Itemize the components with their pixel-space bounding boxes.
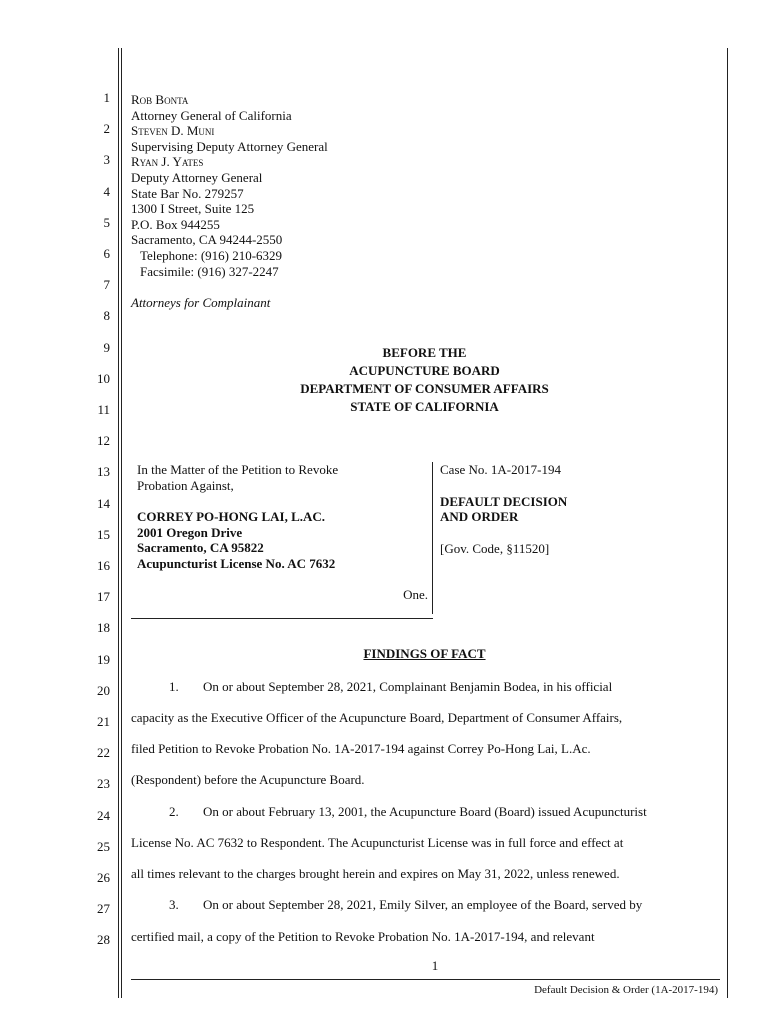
footer-rule — [131, 979, 720, 980]
attorney-header — [131, 92, 328, 311]
line-number: 15 — [97, 526, 110, 542]
street-address: 1300 I Street, Suite 125 — [131, 201, 255, 217]
caption-matter — [137, 462, 427, 572]
line-number: 17 — [97, 589, 110, 605]
caption-underline — [131, 618, 433, 619]
telephone: Telephone: (916) 210-6329 — [140, 247, 283, 263]
line-number: 19 — [97, 651, 110, 667]
tribunal-heading — [122, 344, 727, 416]
line-number: 16 — [97, 558, 110, 573]
line-number: 7 — [103, 277, 110, 293]
line-number: 1 — [103, 90, 110, 105]
paragraph-2-line-2: License No. AC 7632 to Respondent. The Acupuncturist License was in full force and effect at — [131, 835, 624, 850]
attorneys-for: Attorneys for Complainant — [131, 295, 271, 311]
po-box: P.O. Box 944255 — [131, 216, 220, 232]
ag-name: Rob Bonta — [131, 92, 189, 107]
line-number: 6 — [103, 246, 110, 261]
document-title-2: AND ORDER — [440, 509, 519, 525]
paragraph-3-text: On or about September 28, 2021, Emily Silver, an employee of the Board, served by — [203, 897, 643, 912]
line-number: 5 — [103, 214, 110, 230]
line-number: 4 — [103, 183, 110, 199]
matter-line-2: Probation Against, — [137, 477, 234, 493]
gov-code: [Gov. Code, §11520] — [440, 540, 550, 556]
sdag-name: Steven D. Muni — [131, 123, 215, 139]
line-number: 20 — [97, 682, 110, 698]
line-number: 24 — [97, 807, 110, 823]
left-margin-rule — [118, 48, 119, 998]
left-margin-rule-inner — [121, 48, 122, 998]
line-number: 11 — [97, 402, 110, 417]
tribunal-line-2: ACUPUNCTURE BOARD — [349, 363, 500, 378]
paragraph-3-number: 3. — [169, 897, 179, 912]
findings-heading: FINDINGS OF FACT — [363, 646, 486, 661]
paragraph-2-line-1 — [169, 804, 647, 820]
line-number: 9 — [103, 339, 110, 355]
paragraph-1-line-1 — [169, 679, 612, 695]
respondent-city: Sacramento, CA 95822 — [137, 540, 264, 556]
license-number: Acupuncturist License No. AC 7632 — [137, 555, 336, 571]
line-number: 13 — [97, 464, 110, 480]
line-number: 22 — [97, 745, 110, 761]
facsimile: Facsimile: (916) 327-2247 — [140, 263, 279, 279]
line-number: 21 — [97, 714, 110, 729]
tribunal-line-4: STATE OF CALIFORNIA — [350, 399, 499, 414]
paragraph-1-line-2: capacity as the Executive Officer of the Acupuncture Board, Department of Consumer Affairs, — [131, 710, 623, 725]
respondent-street: 2001 Oregon Drive — [137, 524, 243, 540]
dag-title: Deputy Attorney General — [131, 169, 263, 185]
paragraph-1-number: 1. — [169, 679, 179, 694]
paragraph-3-line-2: certified mail, a copy of the Petition to Revoke Probation No. 1A-2017-194, and relevant — [131, 929, 595, 944]
paragraph-1-line-3: filed Petition to Revoke Probation No. 1A-2017-194 against Correy Po-Hong Lai, L.Ac. — [131, 741, 591, 756]
ag-title: Attorney General of California — [131, 107, 292, 123]
paragraph-2-line-3: all times relevant to the charges brought herein and expires on May 31, 2022, unless renewed. — [131, 866, 620, 881]
tribunal-line-3: DEPARTMENT OF CONSUMER AFFAIRS — [300, 381, 549, 396]
party-designation: One. — [403, 587, 428, 602]
right-margin-rule — [727, 48, 728, 998]
line-number: 12 — [97, 433, 110, 449]
line-number: 3 — [103, 152, 110, 168]
state-bar: State Bar No. 279257 — [131, 185, 244, 201]
line-number: 14 — [97, 495, 110, 511]
case-number: Case No. 1A-2017-194 — [440, 462, 561, 477]
caption-divider — [432, 462, 433, 614]
paragraph-2-number: 2. — [169, 804, 179, 819]
paragraph-1-text: On or about September 28, 2021, Complainant Benjamin Bodea, in his official — [203, 679, 613, 694]
dag-name: Ryan J. Yates — [131, 154, 204, 170]
line-number: 2 — [103, 121, 110, 137]
caption-case-info — [440, 462, 720, 556]
line-number: 23 — [97, 776, 110, 792]
paragraph-2-text: On or about February 13, 2001, the Acupuncture Board (Board) issued Acupuncturist — [203, 804, 647, 819]
city-line: Sacramento, CA 94244-2550 — [131, 232, 283, 248]
line-number: 18 — [97, 620, 110, 636]
line-number: 8 — [103, 308, 110, 324]
respondent-name: CORREY PO-HONG LAI, L.AC. — [137, 509, 326, 525]
line-number: 28 — [97, 932, 110, 948]
paragraph-3-line-1 — [169, 897, 642, 913]
tribunal-line-1: BEFORE THE — [382, 345, 467, 360]
document-title-1: DEFAULT DECISION — [440, 493, 568, 509]
line-number: 27 — [97, 901, 110, 917]
footer-text: Default Decision & Order (1A-2017-194) — [534, 984, 718, 996]
page-number: 1 — [431, 958, 439, 973]
line-number: 10 — [97, 370, 110, 386]
line-number: 25 — [97, 838, 110, 854]
matter-line-1: In the Matter of the Petition to Revoke — [137, 462, 339, 477]
sdag-title: Supervising Deputy Attorney General — [131, 138, 328, 154]
line-number: 26 — [97, 870, 110, 885]
paragraph-1-line-4: (Respondent) before the Acupuncture Board. — [131, 772, 365, 787]
